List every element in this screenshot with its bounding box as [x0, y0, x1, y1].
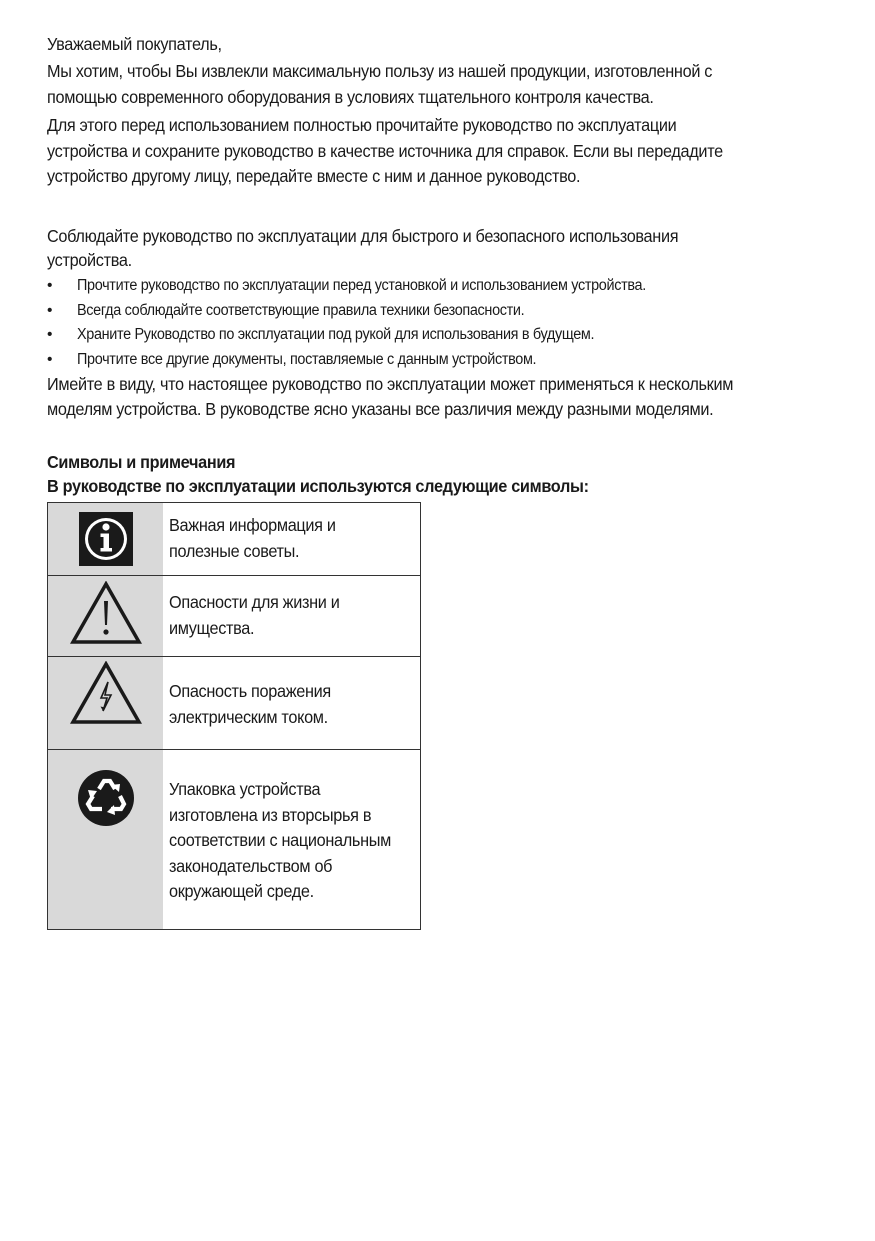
symbols-row [48, 750, 421, 930]
note-line: Имейте в виду, что настоящее руководство по эксплуатации может применяться к нескольким [47, 374, 734, 394]
symbol-description-line: полезные советы. [169, 540, 300, 561]
info-icon [79, 512, 133, 566]
note-line: моделям устройства. В руководстве ясно указаны все различия между разными моделями. [47, 399, 714, 419]
bullet-dot: • [47, 351, 53, 368]
greeting: Уважаемый покупатель, [47, 34, 222, 54]
bullet-dot: • [47, 277, 53, 294]
warning-icon [70, 581, 142, 645]
electric-shock-icon [70, 661, 142, 725]
bullet-text: Прочтите все другие документы, поставляемые с данным устройством. [77, 351, 537, 368]
bullet-text: Храните Руководство по эксплуатации под рукой для использования в будущем. [77, 326, 595, 343]
symbol-description-line: законодательством об [169, 855, 333, 876]
bullet-text: Всегда соблюдайте соответствующие правила техники безопасности. [77, 302, 525, 319]
follow-line: устройства. [47, 250, 132, 270]
symbols-row [48, 576, 421, 657]
symbols-row [48, 657, 421, 750]
symbol-description-line: соответствии с национальным [169, 830, 392, 850]
symbol-description-line: Упаковка устройства [169, 779, 321, 799]
symbol-description-line: Опасности для жизни и [169, 592, 340, 612]
follow-line: Соблюдайте руководство по эксплуатации для быстрого и безопасного использования [47, 226, 679, 246]
symbol-description-line: изготовлена из вторсырья в [169, 804, 372, 825]
bullet-dot: • [47, 326, 53, 343]
bullet-dot: • [47, 302, 53, 319]
intro-line: Мы хотим, чтобы Вы извлекли максимальную пользу из нашей продукции, изготовленной с [47, 61, 713, 81]
symbol-description-line: Опасность поражения [169, 681, 332, 701]
symbols-heading: Символы и примечания [47, 452, 236, 472]
symbols-table [47, 502, 421, 930]
intro-line: Для этого перед использованием полностью прочитайте руководство по эксплуатации [47, 115, 677, 135]
symbol-description-line: окружающей среде. [169, 881, 315, 901]
intro-line: помощью современного оборудования в условиях тщательного контроля качества. [47, 86, 654, 107]
symbol-description-line: Важная информация и [169, 515, 336, 535]
symbol-description-line: имущества. [169, 617, 255, 638]
symbol-description-line: электрическим током. [169, 706, 329, 727]
intro-line: устройства и сохраните руководство в качестве источника для справок. Если вы передадите [47, 140, 723, 161]
recycle-icon [77, 769, 135, 827]
symbols-row [48, 503, 421, 576]
symbols-subheading: В руководстве по эксплуатации используются следующие символы: [47, 476, 589, 496]
intro-line: устройство другому лицу, передайте вместе с ним и данное руководство. [47, 166, 581, 186]
bullet-text: Прочтите руководство по эксплуатации перед установкой и использованием устройства. [77, 277, 646, 294]
